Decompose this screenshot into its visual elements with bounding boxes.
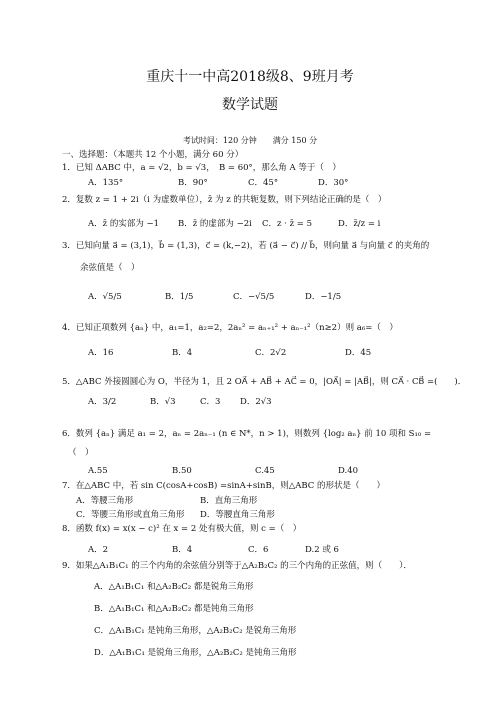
question-7-option-c: C．等腰三角形或直角三角形 [76, 510, 185, 520]
question-4-stem: 4．已知正项数列 {aₙ} 中，a₁=1，a₂=2，2aₙ² = aₙ₊₁² + aₙ₋₁²（n≥2）则 a₆=（ ） [62, 323, 398, 333]
question-7-stem: 7．在△ABC 中，若 sin C(cosA+cosB) =sinA+sinB，则△ABC 的形状是（ ） [62, 481, 386, 491]
question-5-option-d: D．2√3 [240, 397, 272, 407]
question-7-option-d: D．等腰直角三角形 [200, 510, 275, 520]
question-9-option-d: D．△A₁B₁C₁ 是锐角三角形，△A₂B₂C₂ 是钝角三角形 [94, 648, 297, 658]
question-4-option-c: C．2√2 [255, 348, 287, 358]
question-9-option-b: B．△A₁B₁C₁ 和△A₂B₂C₂ 都是钝角三角形 [94, 604, 254, 614]
question-2-stem: 2．复数 z = 1 + 2i（i 为虚数单位），z̄ 为 z 的共轭复数，则下列结论正确的是（ ） [62, 195, 387, 205]
question-4-option-a: A．16 [88, 348, 114, 358]
question-8-option-a: A．2 [88, 545, 109, 555]
exam-info: 考试时间：120 分钟 满分 150 分 [182, 136, 318, 145]
question-5-stem: 5．△ABC 外接圆圆心为 O，半径为 1，且 2 OA⃗ + AB⃗ + AC⃗ = 0，|OA⃗| = |AB⃗|，则 CA⃗ · CB⃗ =( )． [62, 377, 467, 387]
question-7-option-b: B．直角三角形 [200, 496, 258, 506]
question-5-option-a: A．3/2 [88, 397, 117, 407]
section-heading: 一、选择题：（本题共 12 个小题，满分 60 分） [62, 150, 244, 160]
question-3-option-a: A．√5/5 [88, 292, 122, 302]
question-2-option-a: A．z̄ 的实部为 −1 [88, 219, 160, 229]
question-6-option-b: B.50 [172, 466, 192, 476]
question-7-option-a: A．等腰三角形 [76, 496, 134, 506]
question-9-stem: 9．如果△A₁B₁C₁ 的三个内角的余弦值分别等于△A₂B₂C₂ 的三个内角的正弦值，则（ ）． [62, 561, 412, 571]
question-5-option-c: C．3 [200, 397, 221, 407]
exam-title: 重庆十一中高2018级8、9班月考 [146, 69, 354, 85]
question-4-option-b: B．4 [172, 348, 193, 358]
question-6-option-d: D.40 [338, 466, 359, 476]
question-1-stem: 1．已知 ΔABC 中，a = √2，b = √3， B = 60°，那么角 A 等于（ ） [62, 163, 341, 173]
question-6-option-c: C.45 [255, 466, 275, 476]
question-3-stem-cont: 余弦值是（ ） [80, 263, 140, 273]
question-1-option-c: C．45° [248, 178, 279, 188]
question-8-option-b: B．4 [172, 545, 193, 555]
question-6-stem: 6．数列 {aₙ} 满足 a₁ = 2，aₙ = 2aₙ₋₁ (n ∈ N*，n > 1)，则数列 {log₂ aₙ} 前 10 项和 S₁₀ = [62, 429, 432, 439]
question-9-option-c: C．△A₁B₁C₁ 是钝角三角形，△A₂B₂C₂ 是锐角三角形 [94, 626, 297, 636]
question-1-option-d: D．30° [318, 178, 349, 188]
question-2-option-c: C．z · z̄ = 5 [262, 219, 312, 229]
question-6-option-a: A.55 [88, 466, 108, 476]
question-3-option-d: D．−1/5 [305, 292, 342, 302]
question-3-option-b: B．1/5 [165, 292, 194, 302]
question-2-option-b: B．z̄ 的虚部为 −2i [178, 219, 252, 229]
question-2-option-d: D．z̄/z = i [338, 219, 381, 229]
question-1-option-b: B．90° [178, 178, 208, 188]
question-6-stem-cont: （ ） [68, 448, 94, 458]
question-8-stem: 8．函数 f(x) = x(x − c)² 在 x = 2 处有极大值，则 c =（ ） [62, 524, 302, 534]
question-8-option-c: C．6 [248, 545, 269, 555]
question-1-option-a: A．135° [88, 178, 124, 188]
question-9-option-a: A．△A₁B₁C₁ 和△A₂B₂C₂ 都是锐角三角形 [94, 582, 254, 592]
exam-subtitle: 数学试题 [222, 97, 278, 113]
question-8-option-d: D.2 或 6 [305, 545, 339, 555]
question-3-stem: 3．已知向量 a⃗ = (3,1)，b⃗ = (1,3)，c⃗ = (k,−2)，若 (a⃗ − c⃗) // b⃗，则向量 a⃗ 与向量 c⃗ 的夹角的 [62, 241, 430, 251]
question-5-option-b: B．√3 [150, 397, 176, 407]
question-3-option-c: C．−√5/5 [233, 292, 275, 302]
question-4-option-d: D．45 [345, 348, 372, 358]
